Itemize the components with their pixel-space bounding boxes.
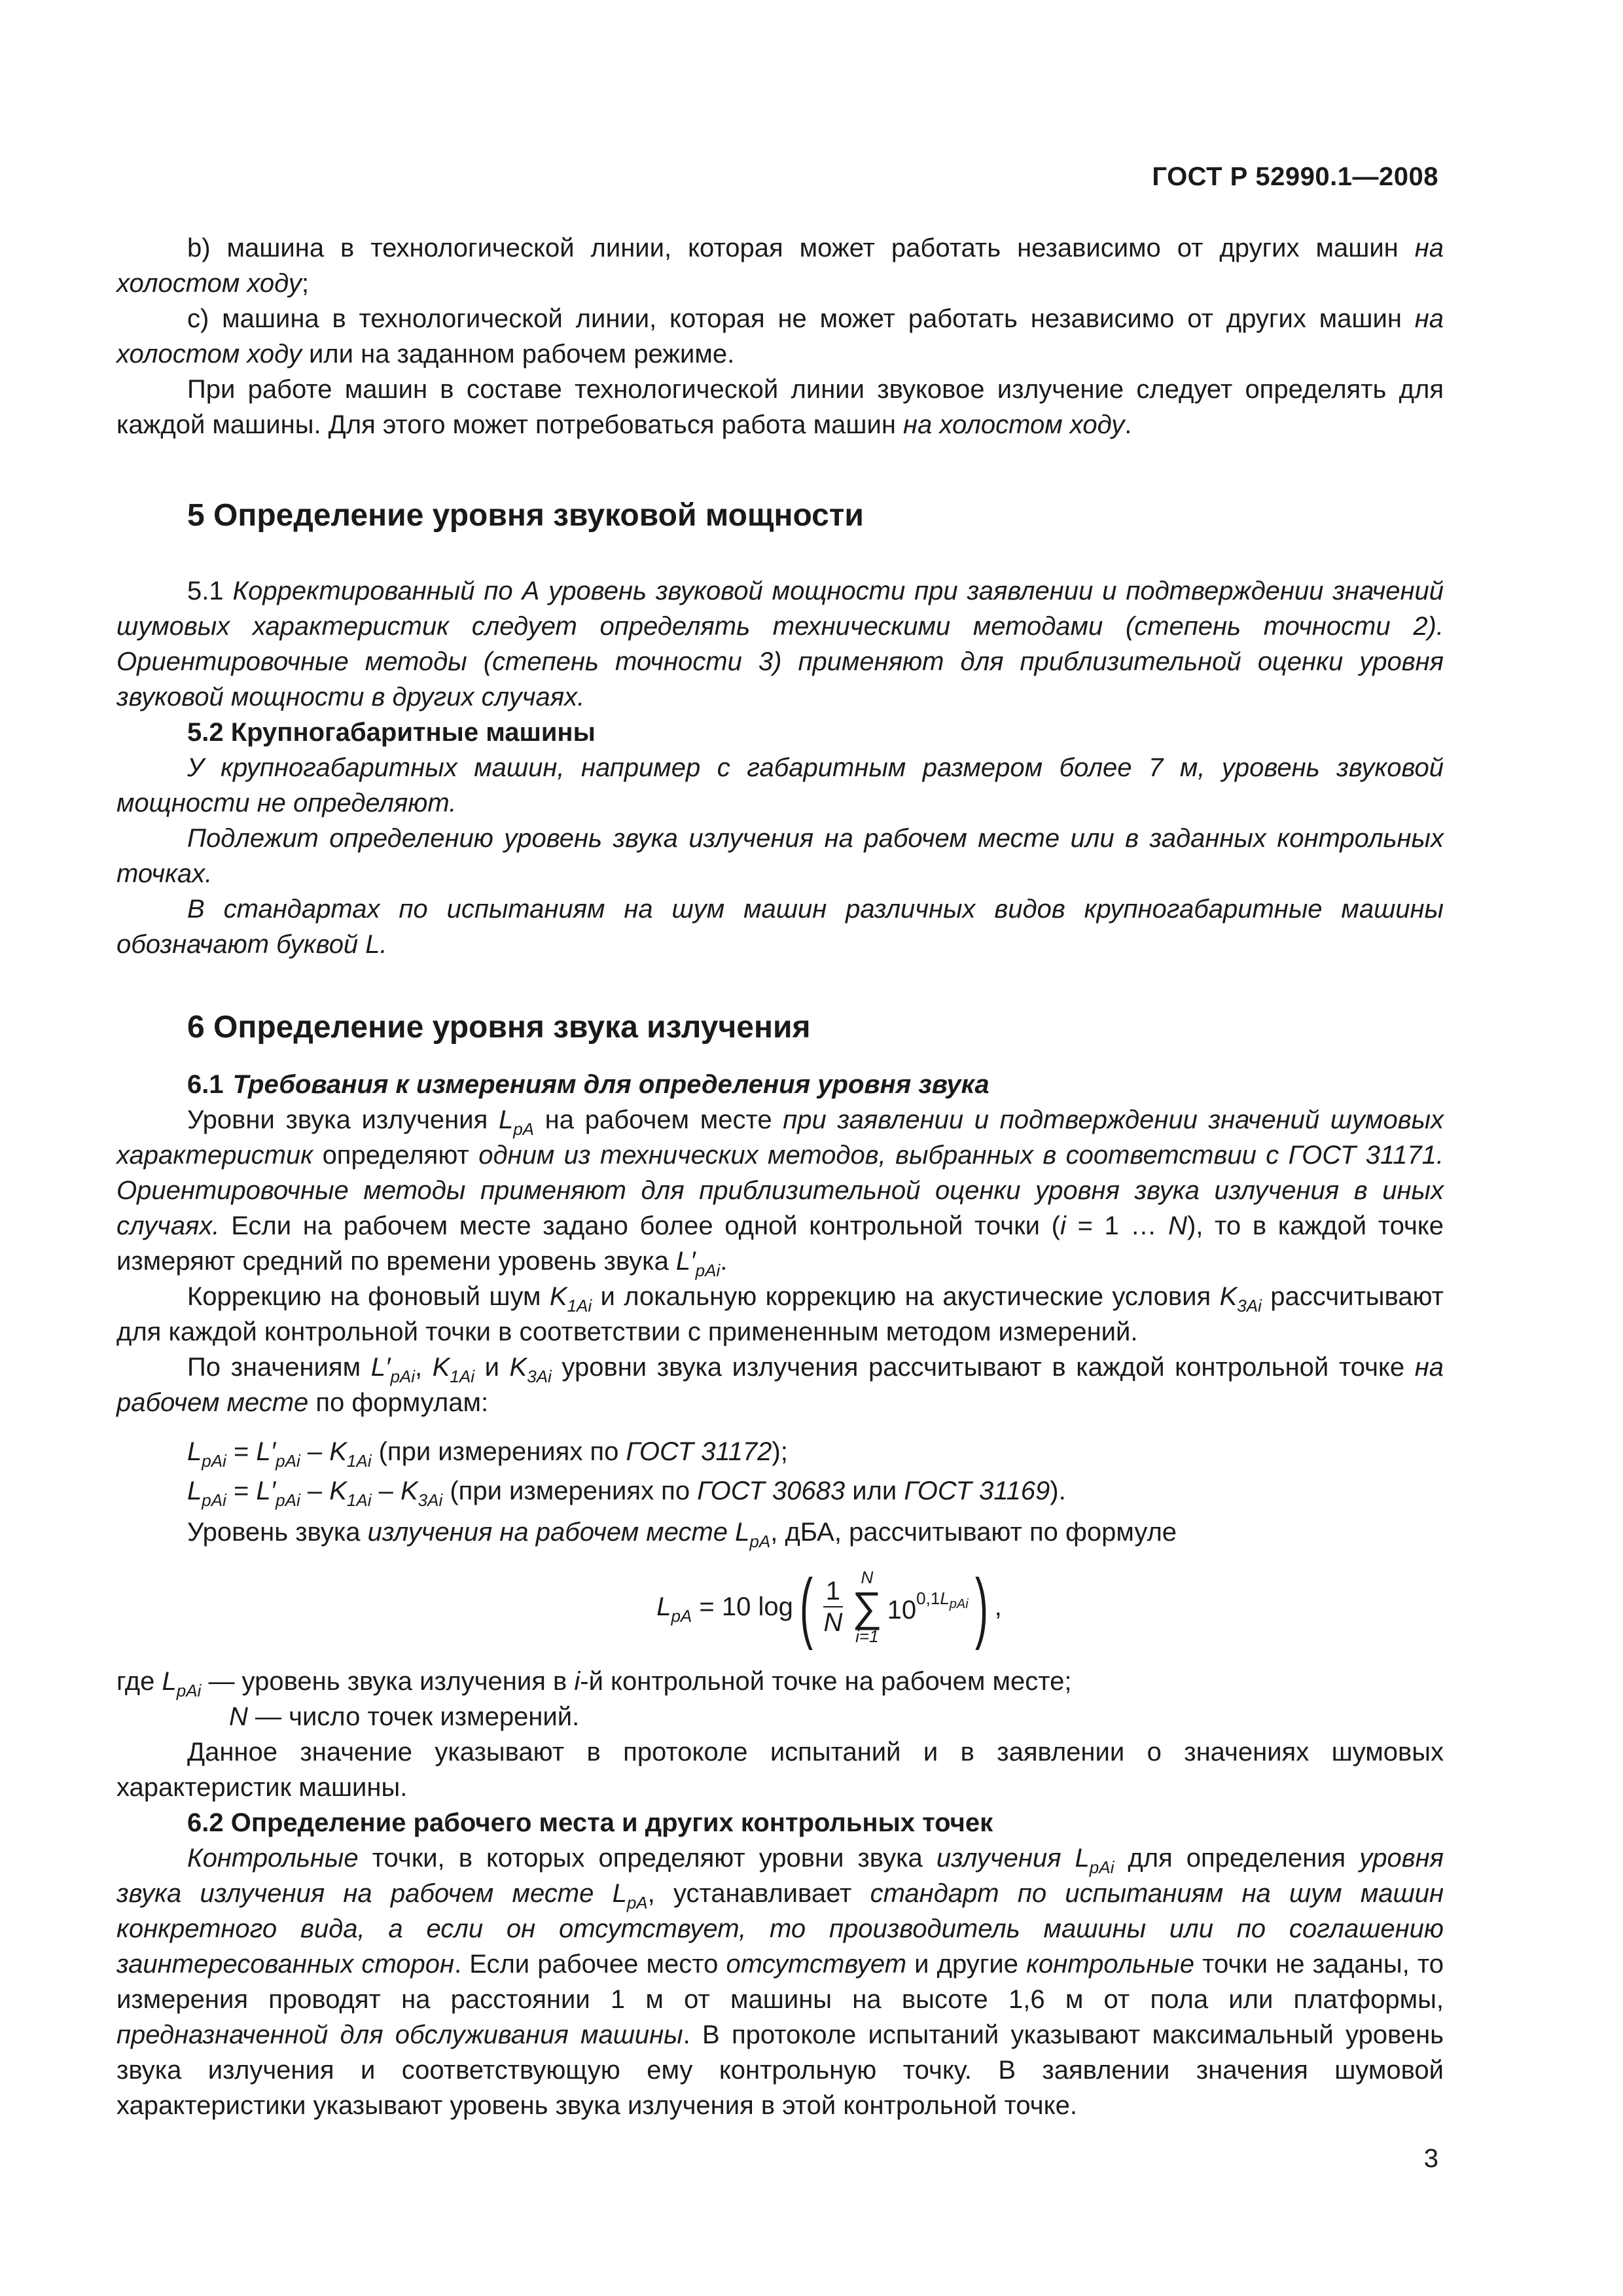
clause-5-1: 5.1 Корректированный по А уровень звуковой мощности при заявлении и подтверждении значений шумовых характеристик следует определять техническими методами (степень точности 2). Ориентировочные методы (степень точности 3) применяют для приблизительной оценки уровня звуковой мощности в других случаях. [116, 577, 1444, 711]
document-header: ГОСТ Р 52990.1—2008 [1152, 162, 1438, 191]
left-paren: ( [799, 1563, 813, 1651]
document-body [116, 230, 1444, 2123]
formula-lpa: $L_{pA}$ = 10 log ( $\frac{1}{N}$ N ∑ i=1 $10^{0,1L_{pAi}}$ ) , [656, 1563, 1002, 1651]
paragraph: При работе машин в составе технологической линии звуковое излучение следует определять для каждой машины. Для этого может потребоваться работа машин на холостом ходу. [116, 375, 1444, 439]
paragraph: По значениям $L'_{pAi}$, $K_{1Ai}$ и $K_{3Ai}$ уровни звука излучения рассчитывают в каждой контрольной точке на рабочем месте по формулам: [116, 1353, 1444, 1417]
formula-legend-l: где $L_{pAi}$ — уровень звука излучения в i-й контрольной точке на рабочем месте; [116, 1667, 1072, 1700]
list-item-c: c) машина в технологической линии, которая не может работать независимо от других машин на холостом ходу или на заданном рабочем режиме. [116, 304, 1444, 368]
paragraph: Контрольные точки, в которых определяют уровни звука излучения $L_{pAi}$ для определения уровня звука излучения на рабочем месте $L_{pA}$, устанавливает стандарт по испытаниям на шум машин конкретного вида, а если он отсутствует, то производитель машины или по соглашению заинтересованных сторон. Если рабочее место отсутствует и другие контрольные точки не заданы, то измерения проводят на расстоянии 1 м от машины на высоте 1,6 м от пола или платформы, предназначенной для обслуживания машины. В протоколе испытаний указывают максимальный уровень звука излучения и соответствующую ему контрольную точку. В заявлении значения шумовой характеристики указывают уровень звука излучения в этой контрольной точке. [116, 1844, 1444, 2120]
equation-2: $L_{pAi} = L'_{pAi} - K_{1Ai} - K_{3Ai}$ (при измерениях по ГОСТ 30683 или ГОСТ 31169). [187, 1477, 1066, 1510]
section-5-heading: 5 Определение уровня звуковой мощности [187, 498, 864, 533]
paragraph: Данное значение указывают в протоколе испытаний и в заявлении о значениях шумовых характеристик машины. [116, 1738, 1444, 1802]
clause-6-1-heading: 6.1 Требования к измерениям для определения уровня звука [187, 1070, 990, 1099]
paragraph: Уровень звука излучения на рабочем месте $L_{pA}$, дБА, рассчитывают по формуле [187, 1518, 1177, 1551]
list-item-b: b) машина в технологической линии, которая может работать независимо от других машин на холостом ходу; [116, 234, 1444, 298]
paragraph: У крупногабаритных машин, например с габаритным размером более 7 м, уровень звуковой мощности не определяют. [116, 753, 1444, 817]
formula-legend-n: N — число точек измерений. [229, 1702, 580, 1731]
paragraph: Подлежит определению уровень звука излучения на рабочем месте или в заданных контрольных точках. [116, 824, 1444, 888]
paragraph: Уровни звука излучения $L_{pA}$ на рабочем месте при заявлении и подтверждении значений шумовых характеристик определяют одним из технических методов, выбранных в соответствии с ГОСТ 31171. Ориентировочные методы применяют для приблизительной оценки уровня звука излучения в иных случаях. Если на рабочем месте задано более одной контрольной точки (i = 1 … N), то в каждой точке измеряют средний по времени уровень звука $L'_{pAi}$. [116, 1105, 1444, 1280]
clause-5-2-heading: 5.2 Крупногабаритные машины [187, 718, 596, 747]
section-6-heading: 6 Определение уровня звука излучения [187, 1010, 811, 1045]
equation-1: $L_{pAi} = L'_{pAi} - K_{1Ai}$ (при измерениях по ГОСТ 31172); [187, 1437, 788, 1471]
page-number: 3 [1423, 2144, 1438, 2173]
clause-6-2-heading: 6.2 Определение рабочего места и других контрольных точек [187, 1808, 993, 1837]
fraction: $\frac{1}{N}$ [823, 1577, 843, 1637]
paragraph: В стандартах по испытаниям на шум машин различных видов крупногабаритные машины обозначают буквой L. [116, 895, 1444, 959]
right-paren: ) [974, 1563, 988, 1651]
paragraph: Коррекцию на фоновый шум $K_{1Ai}$ и локальную коррекцию на акустические условия $K_{3Ai}$ рассчитывают для каждой контрольной точки в соответствии с примененным методом измерений. [116, 1282, 1444, 1346]
sum-symbol: N ∑ i=1 [852, 1568, 882, 1646]
